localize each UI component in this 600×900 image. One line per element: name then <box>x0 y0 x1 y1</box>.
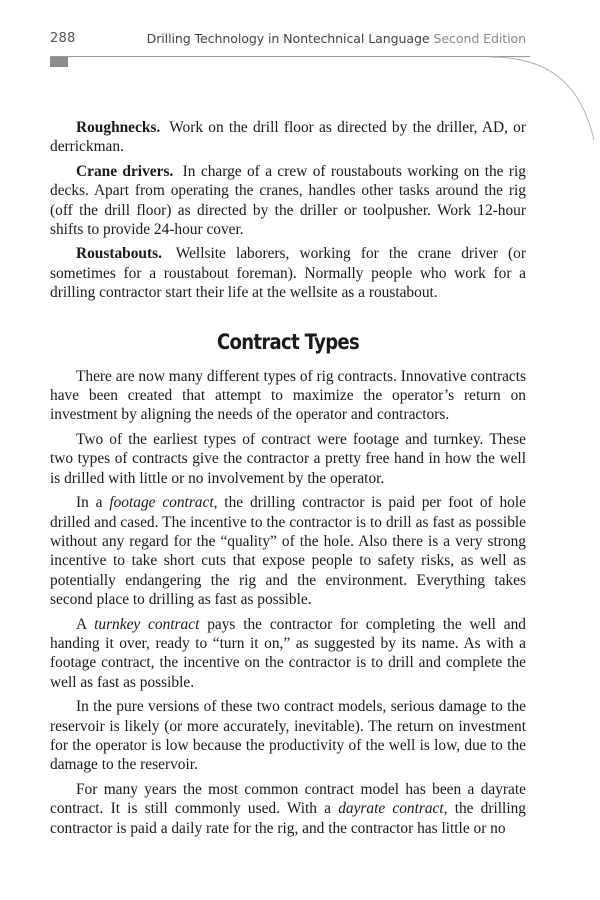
page-body <box>50 118 526 843</box>
paragraph: Two of the earliest types of contract were footage and turnkey. These two types of contracts give the contractor a pretty free hand in how the well is drilled with little or no involvement by the operator. <box>50 430 526 487</box>
paragraph: There are now many different types of rig contracts. Innovative contracts have been created that attempt to maximize the operator’s return on investment by aligning the needs of the operator and contractors. <box>50 367 526 424</box>
paragraph-turnkey-contract <box>50 615 526 693</box>
text-run: , the drilling contractor is paid a daily rate for the rig, and the contractor has little or no <box>50 800 526 837</box>
text-run: pays the contractor for completing the well and handing it over, ready to “turn it on,” as suggested by its name. As with a footage contract, the incentive on the contractor is to drill and complete the well as fast as possible. <box>50 615 526 691</box>
text-run: For many years the most common contract model has been a dayrate contract. It is still commonly used. With a <box>50 780 526 818</box>
role-description: Wellsite laborers, working for the crane driver (or sometimes for a roustabout foreman). Normally people who work for a drilling contractor start their life at the wellsite as a roustabout. <box>50 245 526 302</box>
page-number: 288 <box>50 31 76 46</box>
paragraph-footage-contract <box>50 493 526 609</box>
role-description: In charge of a crew of roustabouts working on the rig decks. Apart from operating the cranes, handles other tasks around the rig (off the drill floor) as directed by the driller or toolpusher. Work 12-hour shifts to provide 24-hour cover. <box>50 162 526 239</box>
paragraph: In the pure versions of these two contract models, serious damage to the reservoir is likely (or more accurately, inevitable). The return on investment for the operator is low because the productivity of the well is low, due to the damage to the reservoir. <box>50 698 526 774</box>
text-run: , the drilling contractor is paid per foot of hole drilled and cased. The incentive to the contractor is to drill as fast as possible without any regard for the “quality” of the hole. Also there is a very strong incentive to take short cuts that expose people to safety risks, as well as potentially endangering the rig and the environment. Everything takes second place to drilling as fast as possible. <box>50 494 526 609</box>
role-term: Crane drivers. <box>76 162 174 180</box>
book-title: Drilling Technology in Nontechnical Language <box>146 31 430 46</box>
text-run: A <box>76 615 87 633</box>
paragraph-dayrate-contract <box>50 780 526 838</box>
role-term: Roustabouts. <box>76 245 162 263</box>
emphasized-term: turnkey contract <box>94 615 200 633</box>
role-roughnecks <box>50 118 526 157</box>
text-run: In a <box>76 494 103 512</box>
emphasized-term: dayrate contract <box>338 800 444 818</box>
edition-label: Second Edition <box>433 31 526 46</box>
role-crane-drivers <box>50 162 526 240</box>
role-description: Work on the drill floor as directed by the driller, AD, or derrickman. <box>50 119 526 156</box>
emphasized-term: footage contract <box>109 494 214 512</box>
role-roustabouts <box>50 244 526 302</box>
section-heading: Contract Types <box>216 329 360 354</box>
role-term: Roughnecks. <box>76 119 161 136</box>
